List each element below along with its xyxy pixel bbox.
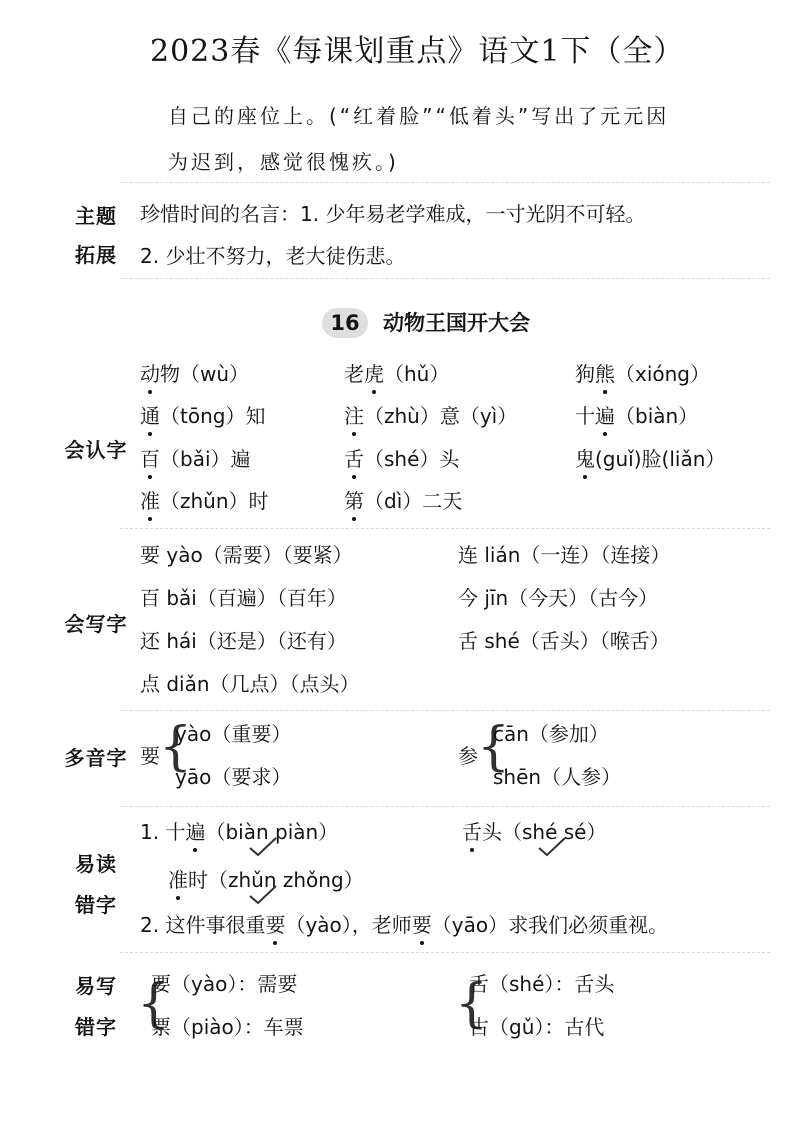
brace-icon: { (159, 717, 193, 777)
polyphone-label: 多音字 (64, 746, 128, 770)
theme-line-2: 2. 少壮不努力，老大徒伤悲。 (140, 244, 406, 268)
checkmark-icon (537, 836, 567, 858)
misread-item: 舌头（shé sé） (462, 820, 607, 844)
divider (120, 952, 770, 953)
miswrite-item: 要（yào）：需要 (151, 972, 298, 996)
recognize-item: 老虎（hǔ） (344, 362, 450, 386)
polyphone-reading: cān（参加） (493, 722, 609, 746)
checkmark-icon (248, 836, 278, 858)
recognize-item: 百（bǎi）遍 (140, 447, 251, 471)
divider (120, 182, 770, 183)
recognize-item: 第（dì）二天 (344, 489, 463, 513)
miswrite-label-line-1: 易写 (75, 974, 117, 998)
write-label: 会写字 (64, 612, 128, 636)
page-title: 2023春《每课划重点》语文1下（全） (150, 34, 685, 69)
polyphone-char: 要 (140, 744, 160, 768)
lesson-number-badge: 16 (322, 308, 368, 338)
write-item: 舌 shé（舌头）（喉舌） (458, 629, 670, 653)
recognize-item: 十遍（biàn） (575, 404, 699, 428)
recognize-item: 狗熊（xióng） (575, 362, 710, 386)
write-item: 要 yào（需要）（要紧） (140, 543, 353, 567)
intro-line-2: 为迟到，感觉很愧疚。) (168, 150, 399, 174)
miswrite-label (60, 970, 132, 1040)
theme-label-line-1: 主题 (75, 204, 117, 228)
recognize-item: 注（zhù）意（yì） (344, 404, 518, 428)
theme-label-line-2: 拓展 (75, 243, 117, 267)
divider (120, 528, 770, 529)
intro-line-1: 自己的座位上。(“红着脸”“低着头”写出了元元因 (168, 104, 670, 128)
write-item: 点 diǎn（几点）（点头） (140, 672, 360, 696)
misread-item: 1. 十遍（biàn piàn） (140, 820, 339, 844)
misread-label (60, 848, 132, 918)
misread-label-line-2: 错字 (75, 893, 117, 917)
polyphone-char: 参 (458, 744, 478, 768)
recognize-item: 动物（wù） (140, 362, 250, 386)
divider (120, 278, 770, 279)
theme-line-1: 珍惜时间的名言：1. 少年易老学难成，一寸光阴不可轻。 (140, 202, 646, 226)
theme-label (60, 200, 132, 268)
checkmark-icon (248, 884, 278, 906)
miswrite-label-line-2: 错字 (75, 1015, 117, 1039)
brace-icon: { (477, 717, 511, 777)
miswrite-item: 古（gǔ）：古代 (469, 1015, 605, 1039)
misread-label-line-1: 易读 (75, 852, 117, 876)
write-item: 今 jīn（今天）（古今） (458, 586, 659, 610)
miswrite-item: 舌（shé）：舌头 (469, 972, 615, 996)
brace-icon: { (455, 974, 489, 1034)
misread-item: 准时（zhǔn zhǒng） (168, 868, 364, 892)
misread-sentence: 2. 这件事很重要（yào），老师要（yāo）求我们必须重视。 (140, 913, 669, 937)
polyphone-reading: yào（重要） (175, 722, 292, 746)
recognize-item: 舌（shé）头 (344, 447, 460, 471)
divider (120, 710, 770, 711)
lesson-title: 动物王国开大会 (383, 311, 530, 335)
polyphone-reading: yāo（要求） (175, 765, 292, 789)
miswrite-item: 票（piào）：车票 (151, 1015, 304, 1039)
brace-icon: { (137, 974, 171, 1034)
polyphone-reading: shēn（人参） (493, 765, 622, 789)
recognize-item: 鬼(guǐ)脸(liǎn） (575, 447, 726, 471)
recognize-label: 会认字 (64, 438, 128, 462)
write-item: 百 bǎi（百遍）（百年） (140, 586, 347, 610)
write-item: 连 lián（一连）（连接） (458, 543, 671, 567)
recognize-item: 准（zhǔn）时 (140, 489, 269, 513)
recognize-item: 通（tōng）知 (140, 404, 266, 428)
divider (120, 806, 770, 807)
write-item: 还 hái（还是）（还有） (140, 629, 347, 653)
